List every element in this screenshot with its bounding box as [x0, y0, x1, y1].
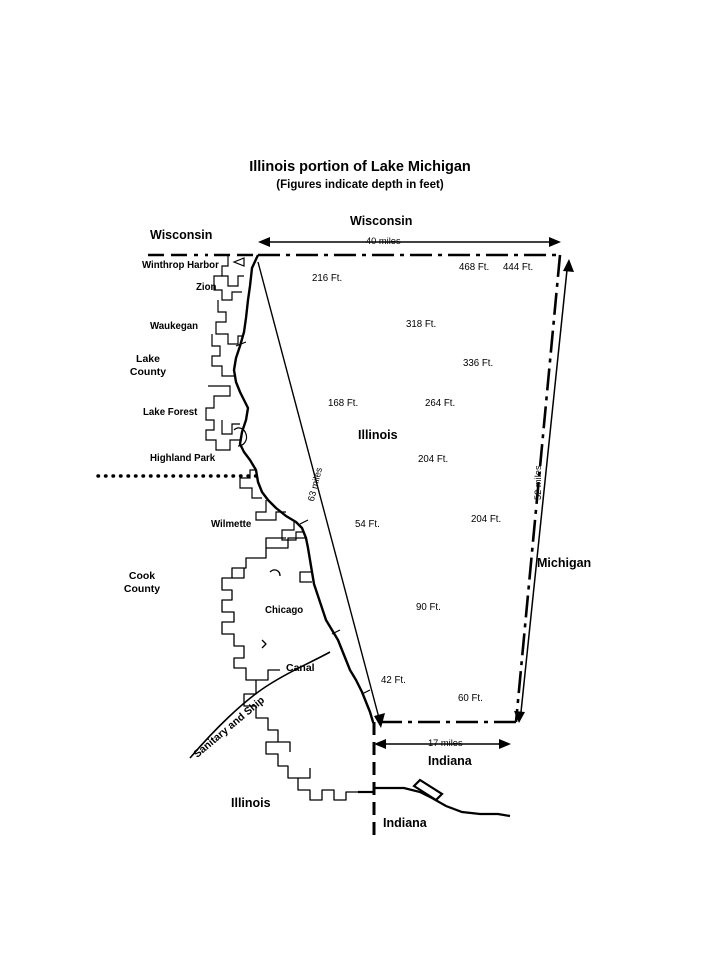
depth-label-468: 468 Ft.: [459, 262, 490, 273]
indiana-shoreline: [358, 780, 510, 816]
distance-label-52-miles: 52 miles: [533, 465, 543, 500]
county-label-cook-line2: County: [123, 583, 161, 596]
city-label-winthrop-harbor: Winthrop Harbor: [142, 260, 219, 271]
county-label-cook-line1: Cook: [128, 570, 156, 582]
city-label-chicago: Chicago: [265, 605, 304, 616]
map-title: Illinois portion of Lake Michigan: [249, 159, 471, 175]
dimension-arrow-40-miles: [258, 237, 561, 247]
distance-label-17-miles: 17 miles: [428, 738, 463, 748]
depth-label-168: 168 Ft.: [328, 398, 359, 409]
county-label-cook: [112, 570, 172, 596]
depth-label-42: 42 Ft.: [381, 675, 406, 686]
land-boundary-detail: [206, 256, 304, 540]
county-label-lake-line1: Lake: [136, 353, 160, 365]
depth-label-318: 318 Ft.: [406, 319, 437, 330]
dimension-arrow-63-miles: [258, 262, 385, 728]
distance-label-40-miles: 40 miles: [366, 236, 401, 246]
canal-label-end: Canal: [286, 662, 315, 674]
county-label-lake: [118, 353, 178, 379]
depth-label-264: 264 Ft.: [425, 398, 456, 409]
depth-label-204-upper: 204 Ft.: [418, 454, 449, 465]
state-label-indiana-top: Indiana: [428, 754, 472, 768]
state-label-michigan: Michigan: [537, 556, 592, 570]
city-label-zion: Zion: [196, 282, 217, 293]
state-label-wisconsin-left: Wisconsin: [150, 228, 213, 242]
state-label-wisconsin-top: Wisconsin: [350, 214, 413, 228]
depth-label-54: 54 Ft.: [355, 519, 380, 530]
state-label-illinois-lake: Illinois: [358, 428, 398, 442]
depth-label-336: 336 Ft.: [463, 358, 494, 369]
distance-label-63-miles: 63 miles: [306, 466, 325, 503]
depth-label-90: 90 Ft.: [416, 602, 441, 613]
depth-label-444: 444 Ft.: [503, 262, 534, 273]
canal-label-main: Sanitary and Ship: [191, 694, 268, 761]
depth-label-204-lower: 204 Ft.: [471, 514, 502, 525]
illinois-shoreline: [234, 255, 373, 722]
depth-label-60: 60 Ft.: [458, 693, 483, 704]
city-label-waukegan: Waukegan: [150, 321, 199, 332]
state-label-indiana-bottom: Indiana: [383, 816, 427, 830]
county-label-lake-line2: County: [129, 366, 167, 379]
map-subtitle: (Figures indicate depth in feet): [276, 179, 444, 191]
city-label-highland-park: Highland Park: [150, 453, 216, 464]
city-label-wilmette: Wilmette: [211, 519, 252, 530]
city-label-lake-forest: Lake Forest: [143, 407, 198, 418]
depth-label-216: 216 Ft.: [312, 273, 343, 284]
state-label-illinois-land: Illinois: [231, 796, 271, 810]
